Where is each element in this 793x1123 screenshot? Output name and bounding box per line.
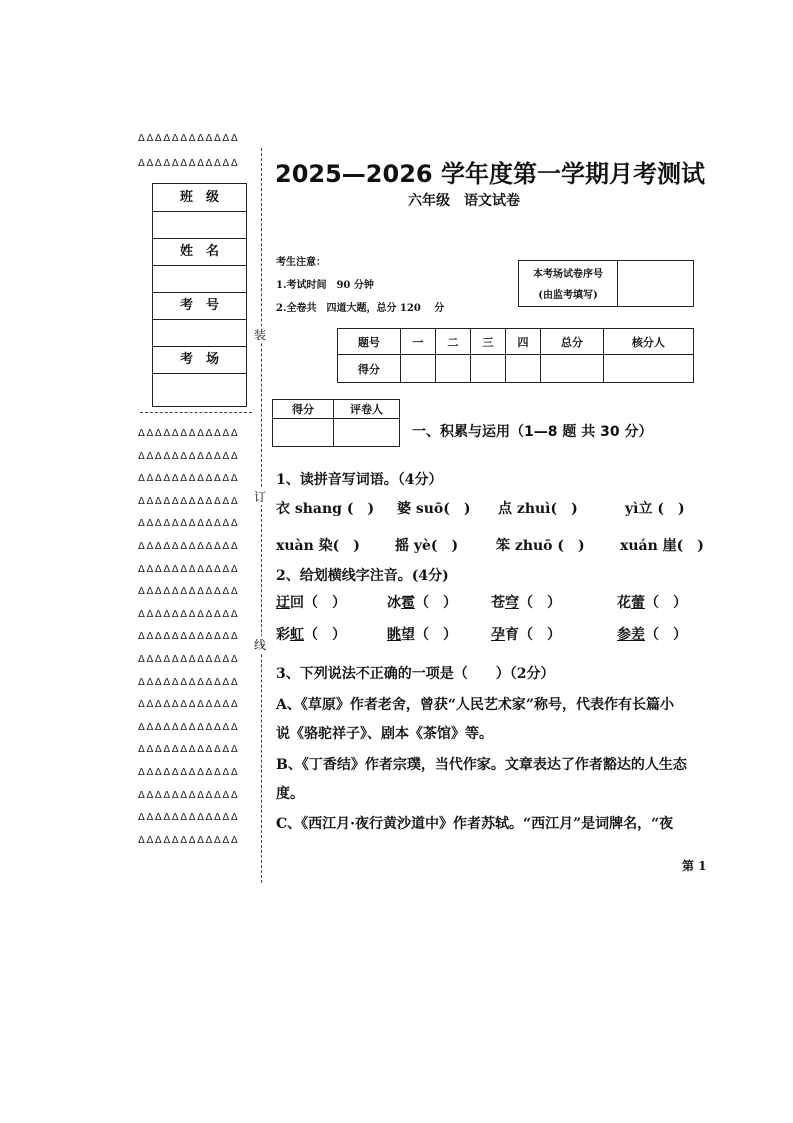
q2-item: 彩虹（ ） (276, 627, 346, 643)
serial-note: (由监考填写) (538, 290, 598, 301)
notice-heading: 考生注意： (276, 257, 326, 268)
q1-item: xuàn 染( ) (276, 538, 360, 554)
score-header-cell: 四 (505, 329, 540, 355)
triangle-row: ΔΔΔΔΔΔΔΔΔΔΔΔ (138, 563, 240, 575)
triangle-row: ΔΔΔΔΔΔΔΔΔΔΔΔ (138, 721, 240, 733)
q3-option-b-line-2: 度。 (276, 786, 304, 802)
grader-box (272, 399, 400, 447)
q1-item: 点 zhuì( ) (498, 501, 578, 517)
triangle-row: ΔΔΔΔΔΔΔΔΔΔΔΔ (138, 767, 240, 778)
student-info-box (152, 183, 247, 407)
score-cell[interactable] (505, 355, 540, 383)
score-cell[interactable] (400, 355, 435, 383)
q2-item: 苍穹（ ） (491, 595, 561, 611)
triangle-row: ΔΔΔΔΔΔΔΔΔΔΔΔ (138, 834, 240, 846)
cut-divider (140, 412, 252, 413)
q1-item: 笨 zhuō ( ) (496, 538, 585, 554)
q3-option-a-line-1: A、《草原》作者老舍，曾获“人民艺术家”称号，代表作有长篇小 (276, 697, 674, 713)
score-header-cell: 一 (400, 329, 435, 355)
q1-item: 婆 suō( ) (397, 501, 471, 517)
triangle-row: ΔΔΔΔΔΔΔΔΔΔΔΔ (138, 158, 240, 169)
score-table (337, 328, 694, 383)
score-header-cell: 三 (470, 329, 505, 355)
score-header-cell: 题号 (338, 329, 401, 355)
score-header-cell: 总分 (541, 329, 604, 355)
class-label: 班 级 (153, 184, 246, 212)
exam-room-field[interactable] (153, 373, 246, 405)
serial-number-field[interactable] (618, 261, 693, 306)
notice-line-2: 2.全卷共 四道大题，总分 120 分 (276, 303, 445, 314)
triangle-row: ΔΔΔΔΔΔΔΔΔΔΔΔ (138, 586, 240, 598)
score-cell[interactable] (470, 355, 505, 383)
serial-label: 本考场试卷序号 (533, 269, 603, 280)
q2-item: 参差（ ） (617, 627, 687, 643)
binding-line (261, 148, 262, 883)
exam-number-field[interactable] (153, 319, 246, 347)
score-cell[interactable] (603, 355, 693, 383)
score-cell[interactable] (541, 355, 604, 383)
name-label: 姓 名 (153, 238, 246, 266)
binding-char-ding: 订 (254, 490, 267, 504)
score-row-label: 得分 (338, 355, 401, 383)
grader-name-field[interactable] (334, 419, 400, 447)
exam-title: 2025—2026 学年度第一学期月考测试 (275, 160, 705, 188)
score-header-cell: 核分人 (603, 329, 693, 355)
name-field[interactable] (153, 265, 246, 293)
q1-item: 摇 yè( ) (395, 538, 459, 554)
q3-option-a-line-2: 说《骆驼祥子》、剧本《茶馆》等。 (276, 726, 493, 742)
q2-item: 花蕾（ ） (617, 595, 687, 611)
class-field[interactable] (153, 211, 246, 239)
section-1-title: 一、积累与运用（1—8 题 共 30 分） (412, 424, 653, 440)
triangle-row: ΔΔΔΔΔΔΔΔΔΔΔΔ (138, 133, 240, 144)
triangle-row: ΔΔΔΔΔΔΔΔΔΔΔΔ (138, 744, 240, 756)
triangle-row: ΔΔΔΔΔΔΔΔΔΔΔΔ (138, 608, 240, 620)
q2-item: 眺望（ ） (387, 627, 457, 643)
serial-number-box (518, 260, 694, 307)
page-number: 第 1 (682, 859, 707, 873)
q1-item: yì立 ( ) (625, 501, 685, 517)
triangle-row: ΔΔΔΔΔΔΔΔΔΔΔΔ (138, 654, 240, 665)
triangle-row: ΔΔΔΔΔΔΔΔΔΔΔΔ (138, 495, 240, 507)
q1-item: xuán 崖( ) (620, 538, 704, 554)
q1-stem: 1、读拼音写词语。（4分） (276, 472, 443, 488)
triangle-row: ΔΔΔΔΔΔΔΔΔΔΔΔ (138, 473, 240, 485)
q3-option-c-line-1: C、《西江月·夜行黄沙道中》作者苏轼。“西江月”是词牌名，“夜 (276, 816, 674, 832)
score-header-cell: 二 (435, 329, 470, 355)
grader-score-field[interactable] (273, 419, 334, 447)
triangle-row: ΔΔΔΔΔΔΔΔΔΔΔΔ (138, 812, 240, 824)
triangle-row: ΔΔΔΔΔΔΔΔΔΔΔΔ (138, 699, 240, 711)
q3-option-b-line-1: B、《丁香结》作者宗璞，当代作家。文章表达了作者豁达的人生态 (276, 757, 687, 773)
triangle-row: ΔΔΔΔΔΔΔΔΔΔΔΔ (138, 541, 240, 552)
grader-score-label: 得分 (273, 400, 334, 419)
q2-item: 冰雹（ ） (387, 595, 457, 611)
score-cell[interactable] (435, 355, 470, 383)
grader-name-label: 评卷人 (334, 400, 400, 419)
q2-stem: 2、给划横线字注音。(4分) (276, 568, 449, 584)
q3-stem: 3、下列说法不正确的一项是（ ）（2分） (276, 666, 555, 682)
triangle-row: ΔΔΔΔΔΔΔΔΔΔΔΔ (138, 518, 240, 530)
binding-char-xian: 线 (254, 638, 267, 652)
triangle-row: ΔΔΔΔΔΔΔΔΔΔΔΔ (138, 676, 240, 688)
triangle-row: ΔΔΔΔΔΔΔΔΔΔΔΔ (138, 789, 240, 801)
q1-item: 衣 shang ( ) (276, 501, 375, 517)
notice-line-1: 1.考试时间 90 分钟 (276, 280, 374, 291)
triangle-row: ΔΔΔΔΔΔΔΔΔΔΔΔ (138, 428, 240, 439)
exam-subtitle: 六年级 语文试卷 (408, 193, 520, 209)
exam-number-label: 考 号 (153, 292, 246, 320)
triangle-row: ΔΔΔΔΔΔΔΔΔΔΔΔ (138, 631, 240, 643)
exam-room-label: 考 场 (153, 346, 246, 374)
binding-char-zhuang: 装 (254, 328, 267, 342)
triangle-row: ΔΔΔΔΔΔΔΔΔΔΔΔ (138, 450, 240, 462)
q2-item: 孕育（ ） (491, 627, 561, 643)
q2-item: 迂回（ ） (276, 595, 346, 611)
